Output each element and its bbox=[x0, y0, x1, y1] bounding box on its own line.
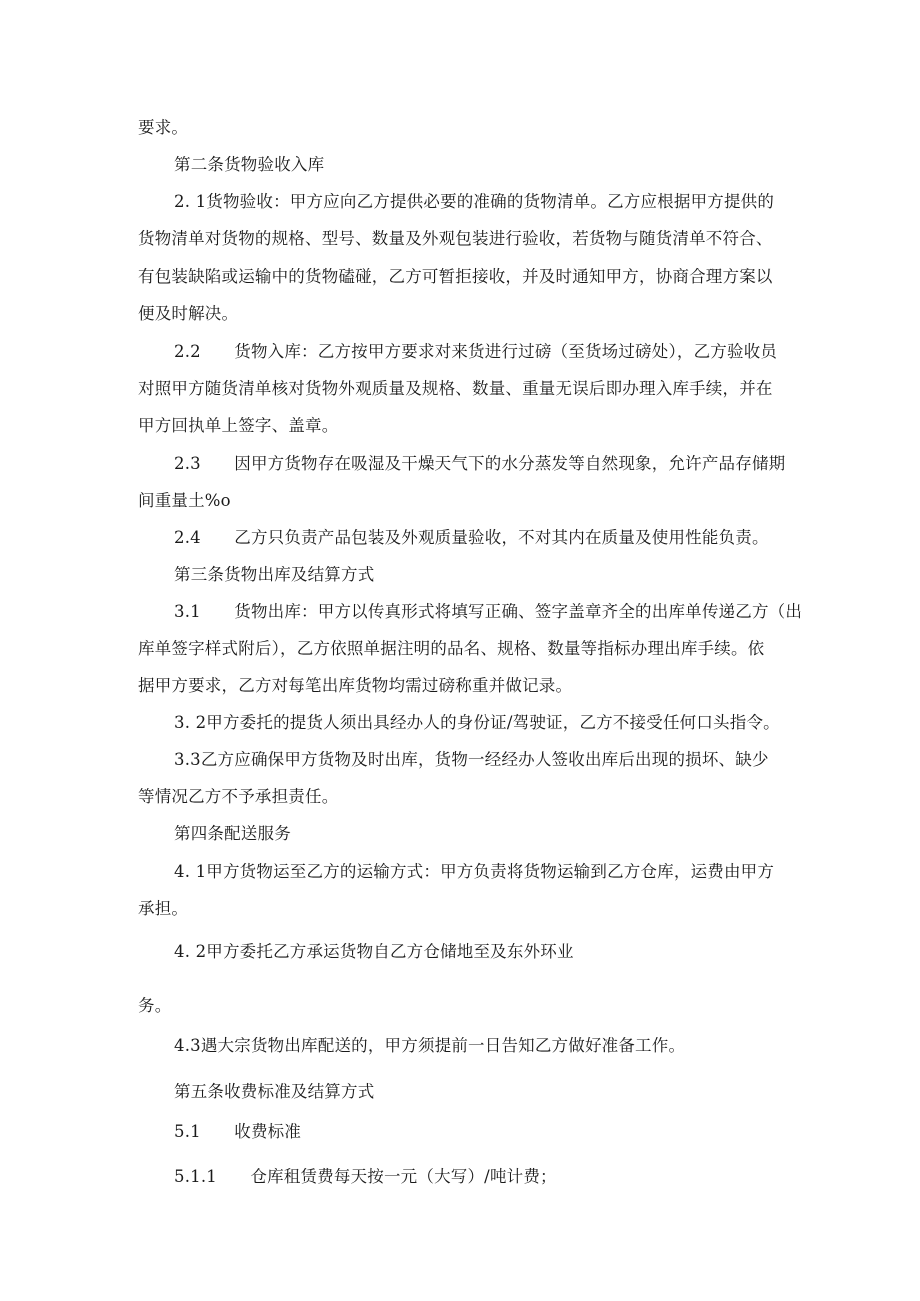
paragraph-line: 承担。 bbox=[138, 899, 189, 918]
section-heading-5: 第五条收费标准及结算方式 bbox=[174, 1082, 375, 1101]
paragraph-line: 甲方回执单上签字、盖章。 bbox=[138, 416, 339, 435]
section-heading-4: 第四条配送服务 bbox=[174, 824, 291, 843]
paragraph-line: 等情况乙方不予承担责任。 bbox=[138, 787, 339, 806]
paragraph-line: 5.1.1 仓库租赁费每天按一元（大写）/吨计费； bbox=[174, 1167, 557, 1186]
paragraph-line: 2. 1货物验收：甲方应向乙方提供必要的准确的货物清单。乙方应根据甲方提供的 bbox=[174, 192, 775, 211]
paragraph-line: 3.3乙方应确保甲方货物及时出库，货物一经经办人签收出库后出现的损坏、缺少 bbox=[174, 750, 769, 769]
paragraph-line: 2.2 货物入库：乙方按甲方要求对来货进行过磅（至货场过磅处），乙方验收员 bbox=[174, 342, 778, 361]
paragraph-line: 对照甲方随货清单核对货物外观质量及规格、数量、重量无误后即办理入库手续，并在 bbox=[138, 379, 773, 398]
paragraph-line: 4.3遇大宗货物出库配送的，甲方须提前一日告知乙方做好准备工作。 bbox=[174, 1036, 686, 1055]
paragraph-line: 2.4 乙方只负责产品包装及外观质量验收，不对其内在质量及使用性能负责。 bbox=[174, 528, 769, 547]
paragraph-line: 3. 2甲方委托的提货人须出具经办人的身份证/驾驶证，乙方不接受任何口头指令。 bbox=[174, 713, 780, 732]
paragraph-line: 务。 bbox=[138, 996, 172, 1015]
paragraph-line: 4. 2甲方委托乙方承运货物自乙方仓储地至及东外环业 bbox=[174, 942, 574, 961]
paragraph-line: 库单签字样式附后），乙方依照单据注明的品名、规格、数量等指标办理出库手续。依 bbox=[138, 639, 765, 658]
paragraph-line: 要求。 bbox=[138, 118, 189, 137]
paragraph-line: 有包装缺陷或运输中的货物磕碰，乙方可暂拒接收，并及时通知甲方，协商合理方案以 bbox=[138, 267, 773, 286]
paragraph-line: 2.3 因甲方货物存在吸湿及干燥天气下的水分蒸发等自然现象，允许产品存储期 bbox=[174, 454, 786, 473]
paragraph-line: 间重量土%o bbox=[138, 491, 231, 510]
section-heading-2: 第二条货物验收入库 bbox=[174, 155, 325, 174]
section-heading-3: 第三条货物出库及结算方式 bbox=[174, 565, 375, 584]
paragraph-line: 5.1 收费标准 bbox=[174, 1122, 302, 1141]
paragraph-line: 货物清单对货物的规格、型号、数量及外观包装进行验收，若货物与随货清单不符合、 bbox=[138, 229, 773, 248]
paragraph-line: 3.1 货物出库：甲方以传真形式将填写正确、签字盖章齐全的出库单传递乙方（出 bbox=[174, 602, 803, 621]
paragraph-line: 据甲方要求，乙方对每笔出库货物均需过磅称重并做记录。 bbox=[138, 676, 573, 695]
paragraph-line: 便及时解决。 bbox=[138, 304, 239, 323]
paragraph-line: 4. 1甲方货物运至乙方的运输方式：甲方负责将货物运输到乙方仓库，运费由甲方 bbox=[174, 862, 775, 881]
